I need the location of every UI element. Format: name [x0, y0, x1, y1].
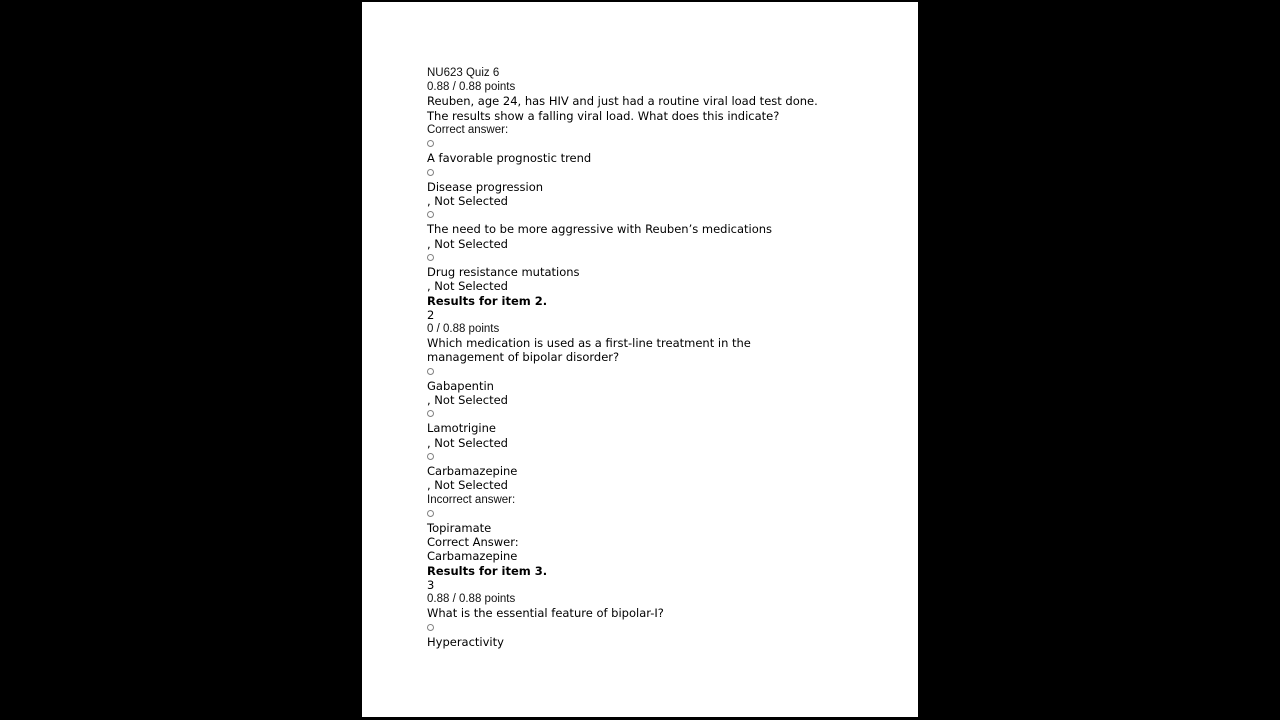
radio-option-row: [427, 251, 897, 265]
quiz-content: [427, 66, 897, 649]
quiz-results-page: [362, 2, 918, 717]
radio-button[interactable]: [427, 211, 434, 218]
question-text: management of bipolar disorder?: [427, 350, 620, 365]
answer-option: A favorable prognostic trend: [427, 151, 592, 166]
points-earned: 0 / 0.88 points: [427, 322, 500, 335]
correct-answer-label: Correct answer:: [427, 123, 509, 136]
radio-button[interactable]: [427, 410, 434, 417]
results-header: Results for item 2.: [427, 293, 548, 308]
answer-option: Lamotrigine: [427, 421, 496, 436]
radio-option-row: [427, 137, 897, 151]
answer-option: Drug resistance mutations: [427, 265, 580, 280]
radio-button[interactable]: [427, 140, 434, 147]
letterbox-left: [0, 0, 362, 720]
radio-option-row: [427, 208, 897, 222]
question-text: What is the essential feature of bipolar-I?: [427, 606, 664, 621]
question-text: The results show a falling viral load. What does this indicate?: [427, 108, 780, 123]
radio-button[interactable]: [427, 169, 434, 176]
radio-option-row: [427, 166, 897, 180]
answer-option: Gabapentin: [427, 378, 494, 393]
radio-button[interactable]: [427, 368, 434, 375]
points-earned: 0.88 / 0.88 points: [427, 81, 516, 94]
answer-option: Topiramate: [427, 521, 492, 535]
incorrect-answer-label: Incorrect answer:: [427, 493, 516, 506]
radio-button[interactable]: [427, 624, 434, 631]
letterbox-right: [918, 0, 1280, 720]
radio-option-row: [427, 407, 897, 421]
radio-button[interactable]: [427, 453, 434, 460]
not-selected-label: , Not Selected: [427, 279, 508, 294]
not-selected-label: , Not Selected: [427, 393, 508, 408]
radio-option-row: [427, 507, 897, 521]
question-text: Reuben, age 24, has HIV and just had a routine viral load test done.: [427, 94, 818, 109]
not-selected-label: , Not Selected: [427, 478, 508, 493]
item-number: 2: [427, 307, 435, 322]
item-number: 3: [427, 577, 435, 592]
points-earned: 0.88 / 0.88 points: [427, 593, 516, 606]
not-selected-label: , Not Selected: [427, 435, 508, 450]
results-header: Results for item 3.: [427, 563, 548, 578]
radio-option-row: [427, 621, 897, 635]
question-text: Which medication is used as a first-line treatment in the: [427, 336, 751, 351]
radio-option-row: [427, 365, 897, 379]
not-selected-label: , Not Selected: [427, 193, 508, 208]
not-selected-label: , Not Selected: [427, 236, 508, 251]
answer-option: Hyperactivity: [427, 634, 504, 649]
answer-option: Disease progression: [427, 179, 544, 194]
correct-answer-value: Carbamazepine: [427, 549, 518, 564]
correct-answer-heading: Correct Answer:: [427, 535, 519, 550]
radio-option-row: [427, 450, 897, 464]
answer-option: The need to be more aggressive with Reuben’s medications: [427, 222, 773, 237]
radio-button[interactable]: [427, 510, 434, 517]
radio-button[interactable]: [427, 254, 434, 261]
quiz-title: NU623 Quiz 6: [427, 67, 500, 79]
answer-option: Carbamazepine: [427, 464, 518, 479]
